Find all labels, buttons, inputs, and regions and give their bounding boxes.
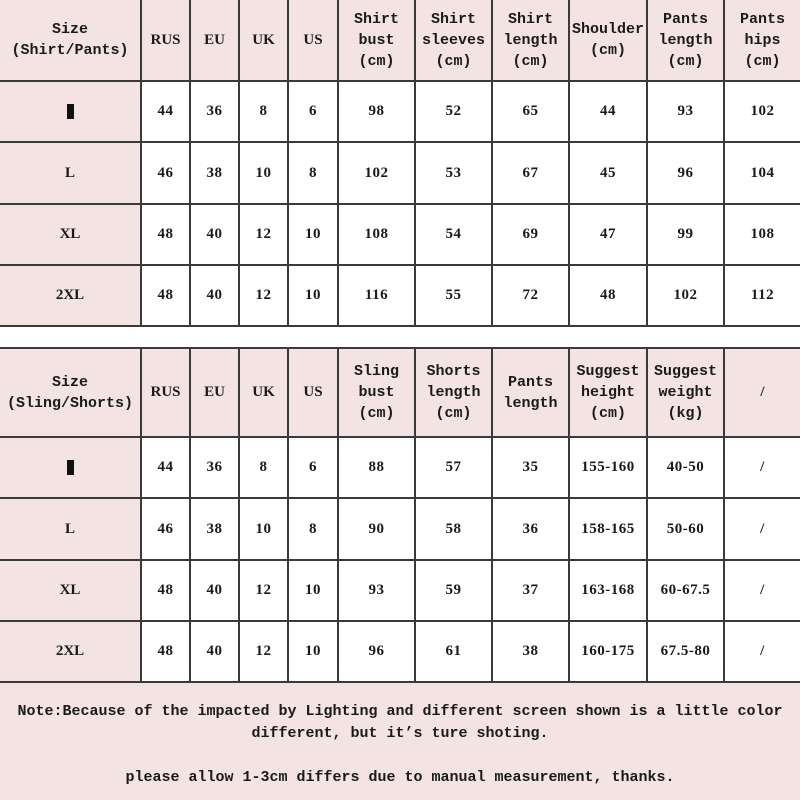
- cell-shorts-length: 59: [415, 560, 492, 621]
- note-line-2: different, but it’s ture shoting.: [251, 725, 549, 742]
- cell-pants-length: 35: [492, 437, 569, 498]
- header-empty-slash: /: [724, 348, 800, 437]
- cell-slash: /: [724, 437, 800, 498]
- cell-us: 10: [288, 204, 338, 265]
- size-cell: 2XL: [0, 265, 141, 326]
- cell-eu: 36: [190, 81, 239, 142]
- header-size: Size (Sling/Shorts): [0, 348, 141, 437]
- cell-shorts-length: 58: [415, 498, 492, 560]
- cell-us: 10: [288, 560, 338, 621]
- size-cell: XL: [0, 204, 141, 265]
- cell-pants-length: 96: [647, 142, 724, 204]
- header-pants-hips: Pants hips (cm): [724, 0, 800, 81]
- cell-us: 6: [288, 437, 338, 498]
- cell-eu: 40: [190, 560, 239, 621]
- cell-uk: 12: [239, 621, 288, 682]
- cell-pants-length: 36: [492, 498, 569, 560]
- header-suggest-height: Suggest height (cm): [569, 348, 647, 437]
- cell-uk: 10: [239, 142, 288, 204]
- cell-us: 10: [288, 265, 338, 326]
- cell-rus: 44: [141, 437, 190, 498]
- note-line-1: Note:Because of the impacted by Lighting and different screen shown is a little color: [17, 703, 783, 720]
- size-cell: L: [0, 498, 141, 560]
- header-shirt-length: Shirt length (cm): [492, 0, 569, 81]
- table-row: [0, 142, 800, 204]
- cell-shirt-length: 72: [492, 265, 569, 326]
- header-uk: UK: [239, 348, 288, 437]
- header-shoulder: Shoulder (cm): [569, 0, 647, 81]
- cell-eu: 40: [190, 265, 239, 326]
- cell-suggest-weight: 67.5-80: [647, 621, 724, 682]
- cell-uk: 10: [239, 498, 288, 560]
- cell-shirt-sleeves: 54: [415, 204, 492, 265]
- cell-shirt-sleeves: 52: [415, 81, 492, 142]
- cell-suggest-height: 155-160: [569, 437, 647, 498]
- cell-suggest-weight: 40-50: [647, 437, 724, 498]
- cell-pants-length: 99: [647, 204, 724, 265]
- cell-eu: 38: [190, 142, 239, 204]
- cell-eu: 38: [190, 498, 239, 560]
- header-eu: EU: [190, 0, 239, 81]
- table-row: [0, 204, 800, 265]
- cell-rus: 48: [141, 204, 190, 265]
- cell-suggest-weight: 50-60: [647, 498, 724, 560]
- cell-shoulder: 48: [569, 265, 647, 326]
- header-us: US: [288, 348, 338, 437]
- cell-suggest-height: 160-175: [569, 621, 647, 682]
- cell-sling-bust: 96: [338, 621, 415, 682]
- cell-shoulder: 47: [569, 204, 647, 265]
- shirt-pants-size-table: [0, 0, 800, 327]
- cell-shirt-bust: 108: [338, 204, 415, 265]
- table-row: [0, 81, 800, 142]
- cell-pants-length: 93: [647, 81, 724, 142]
- table-row: [0, 621, 800, 682]
- header-suggest-weight: Suggest weight (kg): [647, 348, 724, 437]
- cell-uk: 8: [239, 437, 288, 498]
- cell-suggest-height: 158-165: [569, 498, 647, 560]
- table-row: [0, 437, 800, 498]
- size-cell: L: [0, 142, 141, 204]
- cell-shorts-length: 61: [415, 621, 492, 682]
- sling-shorts-size-table: [0, 347, 800, 683]
- header-rus: RUS: [141, 0, 190, 81]
- header-rus: RUS: [141, 348, 190, 437]
- header-sling-bust: Sling bust (cm): [338, 348, 415, 437]
- cell-shirt-length: 65: [492, 81, 569, 142]
- cell-rus: 44: [141, 81, 190, 142]
- cell-rus: 48: [141, 560, 190, 621]
- cell-eu: 36: [190, 437, 239, 498]
- cell-shoulder: 45: [569, 142, 647, 204]
- cell-pants-length: 102: [647, 265, 724, 326]
- size-cell: XL: [0, 560, 141, 621]
- cell-pants-hips: 112: [724, 265, 800, 326]
- cell-shirt-length: 69: [492, 204, 569, 265]
- header-shorts-length: Shorts length (cm): [415, 348, 492, 437]
- cell-uk: 12: [239, 204, 288, 265]
- header-shirt-sleeves: Shirt sleeves (cm): [415, 0, 492, 81]
- cell-shirt-length: 67: [492, 142, 569, 204]
- cell-us: 10: [288, 621, 338, 682]
- cell-shoulder: 44: [569, 81, 647, 142]
- cell-sling-bust: 93: [338, 560, 415, 621]
- cell-us: 8: [288, 498, 338, 560]
- cell-sling-bust: 90: [338, 498, 415, 560]
- table-row: [0, 498, 800, 560]
- header-size: Size (Shirt/Pants): [0, 0, 141, 81]
- size-cell: 2XL: [0, 621, 141, 682]
- cell-shorts-length: 57: [415, 437, 492, 498]
- header-uk: UK: [239, 0, 288, 81]
- cell-sling-bust: 88: [338, 437, 415, 498]
- cell-pants-hips: 108: [724, 204, 800, 265]
- cell-uk: 8: [239, 81, 288, 142]
- header-shirt-bust: Shirt bust (cm): [338, 0, 415, 81]
- cell-pants-hips: 102: [724, 81, 800, 142]
- cell-shirt-sleeves: 53: [415, 142, 492, 204]
- cell-eu: 40: [190, 204, 239, 265]
- size-m-glyph: [67, 460, 74, 475]
- cell-rus: 48: [141, 265, 190, 326]
- header-us: US: [288, 0, 338, 81]
- cell-pants-length: 37: [492, 560, 569, 621]
- cell-uk: 12: [239, 560, 288, 621]
- cell-rus: 48: [141, 621, 190, 682]
- size-cell: [0, 81, 141, 142]
- note-line-3: please allow 1-3cm differs due to manual measurement, thanks.: [125, 769, 675, 786]
- table-header-row: [0, 348, 800, 437]
- cell-slash: /: [724, 621, 800, 682]
- cell-pants-length: 38: [492, 621, 569, 682]
- header-eu: EU: [190, 348, 239, 437]
- footer-note: [0, 681, 800, 800]
- size-cell: [0, 437, 141, 498]
- cell-us: 6: [288, 81, 338, 142]
- cell-rus: 46: [141, 142, 190, 204]
- cell-us: 8: [288, 142, 338, 204]
- cell-slash: /: [724, 498, 800, 560]
- header-pants-length: Pants length (cm): [647, 0, 724, 81]
- table-row: [0, 265, 800, 326]
- cell-slash: /: [724, 560, 800, 621]
- cell-shirt-bust: 98: [338, 81, 415, 142]
- cell-rus: 46: [141, 498, 190, 560]
- size-m-glyph: [67, 104, 74, 119]
- cell-eu: 40: [190, 621, 239, 682]
- cell-shirt-bust: 102: [338, 142, 415, 204]
- cell-pants-hips: 104: [724, 142, 800, 204]
- table-row: [0, 560, 800, 621]
- cell-shirt-bust: 116: [338, 265, 415, 326]
- cell-suggest-weight: 60-67.5: [647, 560, 724, 621]
- table-header-row: [0, 0, 800, 81]
- cell-uk: 12: [239, 265, 288, 326]
- cell-suggest-height: 163-168: [569, 560, 647, 621]
- header-pants-length: Pants length: [492, 348, 569, 437]
- cell-shirt-sleeves: 55: [415, 265, 492, 326]
